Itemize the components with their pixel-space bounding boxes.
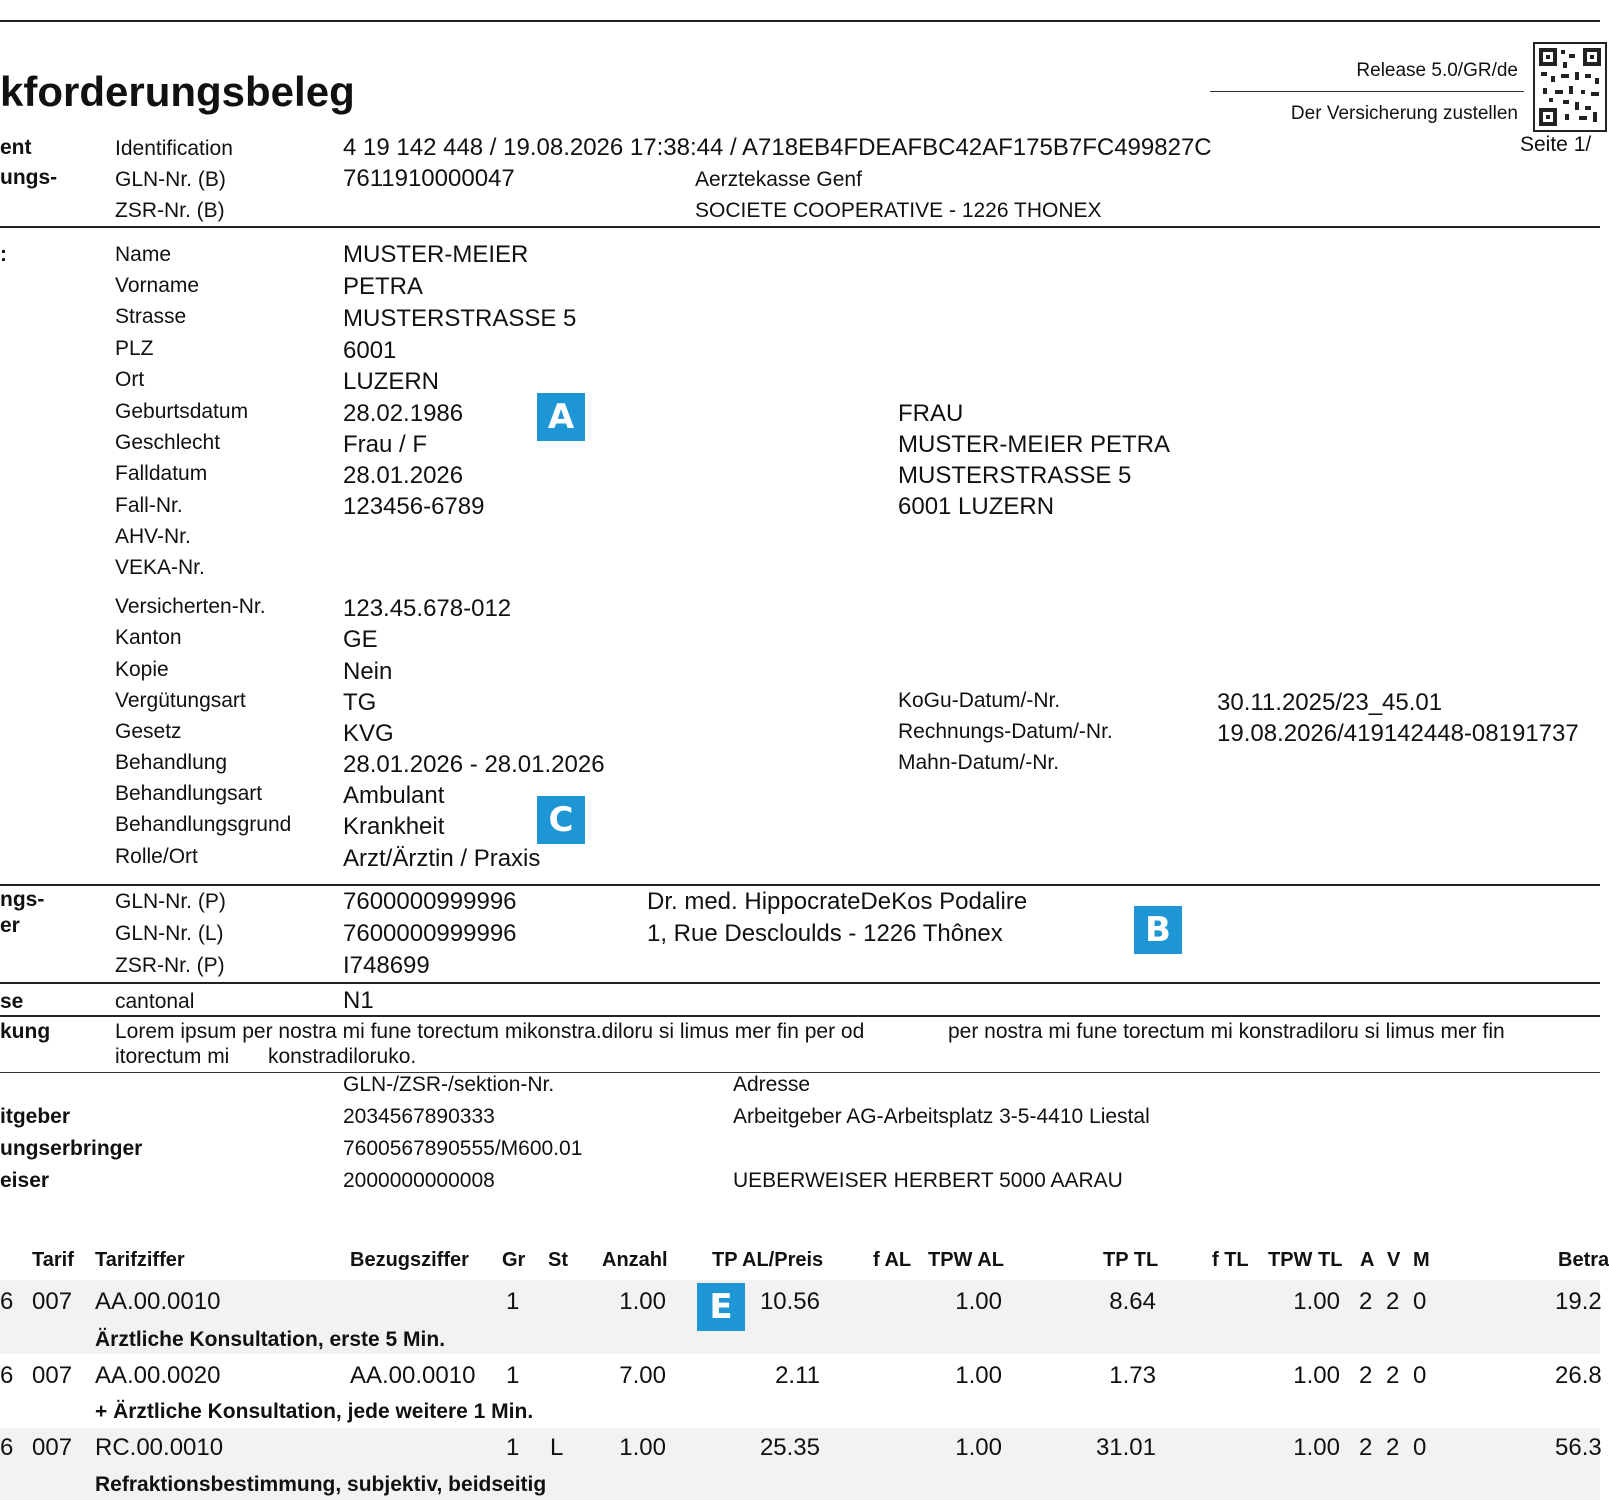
document-title: kforderungsbeleg — [0, 68, 355, 115]
cell-tp-al: 25.35 — [759, 1434, 820, 1461]
party-gln: 2000000000008 — [343, 1169, 495, 1192]
section-rule — [0, 226, 1600, 228]
marker-badge-b: B — [1134, 906, 1182, 954]
parties-header-address: Adresse — [733, 1073, 811, 1096]
col-header-tpw-tl: TPW TL — [1268, 1249, 1343, 1271]
provider-field-value: 7600000999996 — [343, 888, 517, 915]
patient-field-label: Vorname — [115, 274, 200, 297]
cell-tarifziffer: RC.00.0010 — [95, 1434, 224, 1461]
cell-tp-tl: 1.73 — [1109, 1362, 1156, 1389]
address-line: MUSTERSTRASSE 5 — [898, 462, 1132, 489]
cell-tp-tl: 8.64 — [1109, 1288, 1156, 1315]
treatment-field-label: Behandlung — [115, 751, 228, 774]
cell-betrag: 56.3 — [1555, 1434, 1602, 1461]
party-address: Arbeitgeber AG-Arbeitsplatz 3-5-4410 Liestal — [733, 1105, 1150, 1128]
col-header-f-tl: f TL — [1212, 1249, 1249, 1271]
invoice-meta-label: KoGu-Datum/-Nr. — [898, 689, 1061, 712]
col-header-m: M — [1413, 1249, 1430, 1271]
col-header-v: V — [1387, 1249, 1401, 1271]
cell-v: 2 — [1386, 1362, 1400, 1389]
address-line: FRAU — [898, 400, 964, 427]
section-label-patient-marker: : — [0, 243, 7, 266]
patient-field-label: Fall-Nr. — [115, 494, 183, 517]
parties-header-gln: GLN-/ZSR-/sektion-Nr. — [343, 1073, 555, 1096]
invoice-meta-label: Mahn-Datum/-Nr. — [898, 751, 1060, 774]
col-header-anzahl: Anzahl — [602, 1249, 668, 1271]
treatment-field-label: Behandlungsgrund — [115, 813, 292, 836]
col-header-tarif: Tarif — [32, 1249, 74, 1271]
treatment-field-label: Behandlungsart — [115, 782, 263, 805]
remark-line-1b: per nostra mi fune torectum mi konstradiloru si limus mer fin — [948, 1020, 1505, 1043]
remark-line-2a: itorectum mi — [115, 1045, 230, 1068]
cell-tpw-tl: 1.00 — [1293, 1362, 1340, 1389]
treatment-field-label: Kopie — [115, 658, 169, 681]
party-label-employer: itgeber — [0, 1105, 71, 1128]
zsr-b-label: ZSR-Nr. (B) — [115, 199, 225, 222]
provider-field-label: GLN-Nr. (L) — [115, 922, 224, 945]
zsr-b-name: SOCIETE COOPERATIVE - 1226 THONEX — [695, 199, 1102, 222]
patient-field-label: Falldatum — [115, 462, 208, 485]
patient-field-value: 28.02.1986 — [343, 400, 464, 427]
col-header-bezugsziffer: Bezugsziffer — [350, 1249, 469, 1271]
section-label-provider-2: er — [0, 914, 20, 937]
provider-field-label: ZSR-Nr. (P) — [115, 954, 225, 977]
col-header-betrag: Betra — [1558, 1249, 1609, 1271]
diagnosis-type: cantonal — [115, 990, 195, 1013]
treatment-field-value: Ambulant — [343, 782, 445, 809]
party-label-referrer: eiser — [0, 1169, 50, 1192]
cell-m: 0 — [1413, 1288, 1427, 1315]
col-header-tarifziffer: Tarifziffer — [95, 1249, 185, 1271]
patient-field-label: Name — [115, 243, 172, 266]
cell-description: + Ärztliche Konsultation, jede weitere 1 Min. — [95, 1400, 534, 1423]
treatment-field-value: TG — [343, 689, 377, 716]
cell-tp-al: 10.56 — [759, 1288, 820, 1315]
invoice-meta-value: 30.11.2025/23_45.01 — [1217, 689, 1443, 716]
patient-field-label: Geburtsdatum — [115, 400, 249, 423]
treatment-field-value: Arzt/Ärztin / Praxis — [343, 845, 541, 872]
treatment-field-value: Nein — [343, 658, 393, 685]
cell-tpw-al: 1.00 — [955, 1362, 1002, 1389]
col-header-st: St — [548, 1249, 568, 1271]
remark-line-1a: Lorem ipsum per nostra mi fune torectum mikonstra.diloru si limus mer fin per od — [115, 1020, 865, 1043]
gln-b-name: Aerztekasse Genf — [695, 168, 862, 191]
cell-tarifziffer: AA.00.0010 — [95, 1288, 221, 1315]
treatment-field-label: Gesetz — [115, 720, 182, 743]
cell-gr: 1 — [506, 1362, 520, 1389]
cell-tarif: 007 — [32, 1434, 73, 1461]
patient-field-label: Ort — [115, 368, 145, 391]
treatment-field-value: GE — [343, 626, 378, 653]
patient-field-value: LUZERN — [343, 368, 440, 395]
deliver-to-label: Der Versicherung zustellen — [1290, 103, 1518, 124]
cell-date-fragment: 6 — [0, 1434, 14, 1461]
patient-field-value: MUSTER-MEIER — [343, 241, 529, 268]
header-divider — [1210, 91, 1524, 92]
cell-tpw-al: 1.00 — [955, 1288, 1002, 1315]
provider-name: Dr. med. HippocrateDeKos Podalire — [647, 888, 1028, 915]
cell-tpw-tl: 1.00 — [1293, 1288, 1340, 1315]
party-label-provider: ungserbringer — [0, 1137, 143, 1160]
section-rule — [0, 884, 1600, 886]
treatment-field-value: Krankheit — [343, 813, 445, 840]
patient-field-label: PLZ — [115, 337, 154, 360]
cell-anzahl: 1.00 — [619, 1434, 666, 1461]
cell-anzahl: 1.00 — [619, 1288, 666, 1315]
patient-field-value: PETRA — [343, 273, 424, 300]
cell-tp-al: 2.11 — [775, 1362, 820, 1389]
cell-description: Ärztliche Konsultation, erste 5 Min. — [95, 1328, 446, 1351]
cell-date-fragment: 6 — [0, 1362, 14, 1389]
cell-a: 2 — [1359, 1434, 1373, 1461]
cell-tarif: 007 — [32, 1362, 73, 1389]
address-line: 6001 LUZERN — [898, 493, 1055, 520]
col-header-gr: Gr — [502, 1249, 526, 1271]
party-gln: 2034567890333 — [343, 1105, 495, 1128]
patient-field-value: 6001 — [343, 337, 397, 364]
cell-tp-tl: 31.01 — [1095, 1434, 1156, 1461]
col-header-tpw-al: TPW AL — [928, 1249, 1004, 1271]
cell-v: 2 — [1386, 1434, 1400, 1461]
cell-date-fragment: 6 — [0, 1288, 14, 1315]
col-header-tp-tl: TP TL — [1103, 1249, 1159, 1271]
treatment-field-value: KVG — [343, 720, 394, 747]
treatment-field-label: Rolle/Ort — [115, 845, 198, 868]
cell-tpw-tl: 1.00 — [1293, 1434, 1340, 1461]
marker-badge-e: E — [697, 1283, 745, 1331]
identification-value: 4 19 142 448 / 19.08.2026 17:38:44 / A718EB4FDEAFBC42AF175B7FC499827C — [343, 134, 1212, 161]
cell-anzahl: 7.00 — [619, 1362, 666, 1389]
patient-field-value: 123456-6789 — [343, 493, 485, 520]
section-label-remark: kung — [0, 1020, 51, 1043]
patient-field-label: Geschlecht — [115, 431, 221, 454]
section-label-diagnosis: se — [0, 990, 24, 1013]
cell-gr: 1 — [506, 1434, 520, 1461]
col-header-f-al: f AL — [873, 1249, 912, 1271]
provider-field-value: 7600000999996 — [343, 920, 517, 947]
col-header-a: A — [1360, 1249, 1375, 1271]
release-label: Release 5.0/GR/de — [1356, 60, 1518, 81]
section-rule — [0, 982, 1600, 984]
patient-field-label: VEKA-Nr. — [115, 556, 205, 579]
cell-a: 2 — [1359, 1362, 1373, 1389]
treatment-field-label: Kanton — [115, 626, 182, 649]
treatment-field-label: Versicherten-Nr. — [115, 595, 266, 618]
cell-a: 2 — [1359, 1288, 1373, 1315]
section-rule — [0, 1015, 1600, 1017]
cell-tpw-al: 1.00 — [955, 1434, 1002, 1461]
remark-line-2b: konstradiloruko. — [268, 1045, 417, 1068]
treatment-field-value: 123.45.678-012 — [343, 595, 512, 622]
patient-field-label: AHV-Nr. — [115, 525, 191, 548]
top-rule — [0, 20, 1600, 22]
party-address: UEBERWEISER HERBERT 5000 AARAU — [733, 1169, 1123, 1192]
cell-v: 2 — [1386, 1288, 1400, 1315]
marker-badge-c: C — [537, 796, 585, 844]
diagnosis-code: N1 — [343, 987, 374, 1014]
page-number: Seite 1/ — [1520, 133, 1592, 156]
provider-field-value: I748699 — [343, 952, 430, 979]
cell-betrag: 26.8 — [1555, 1362, 1602, 1389]
qr-code — [1533, 42, 1607, 132]
party-gln: 7600567890555/M600.01 — [343, 1137, 583, 1160]
cell-description: Refraktionsbestimmung, subjektiv, beidseitig — [95, 1473, 547, 1496]
identification-label: Identification — [115, 137, 233, 160]
gln-b-value: 7611910000047 — [343, 165, 515, 192]
gln-b-label: GLN-Nr. (B) — [115, 168, 226, 191]
treatment-field-value: 28.01.2026 - 28.01.2026 — [343, 751, 605, 778]
cell-gr: 1 — [506, 1288, 520, 1315]
patient-field-value: Frau / F — [343, 431, 428, 458]
cell-tarifziffer: AA.00.0020 — [95, 1362, 221, 1389]
address-line: MUSTER-MEIER PETRA — [898, 431, 1171, 458]
treatment-field-label: Vergütungsart — [115, 689, 246, 712]
cell-st: L — [550, 1434, 564, 1461]
invoice-meta-value: 19.08.2026/419142448-08191737 — [1217, 720, 1579, 747]
cell-m: 0 — [1413, 1362, 1427, 1389]
provider-address: 1, Rue Descloulds - 1226 Thônex — [647, 920, 1003, 947]
patient-field-label: Strasse — [115, 305, 187, 328]
section-label-provider: ngs- — [0, 888, 45, 911]
marker-badge-a: A — [537, 393, 585, 441]
patient-field-value: 28.01.2026 — [343, 462, 464, 489]
section-label-billing: ungs- — [0, 166, 58, 189]
section-label-document: ent — [0, 136, 32, 159]
cell-betrag: 19.2 — [1555, 1288, 1602, 1315]
cell-tarif: 007 — [32, 1288, 73, 1315]
cell-m: 0 — [1413, 1434, 1427, 1461]
provider-field-label: GLN-Nr. (P) — [115, 890, 226, 913]
patient-field-value: MUSTERSTRASSE 5 — [343, 305, 577, 332]
col-header-tp-al: TP AL/Preis — [712, 1249, 824, 1271]
invoice-meta-label: Rechnungs-Datum/-Nr. — [898, 720, 1113, 743]
cell-bezugsziffer: AA.00.0010 — [350, 1362, 476, 1389]
